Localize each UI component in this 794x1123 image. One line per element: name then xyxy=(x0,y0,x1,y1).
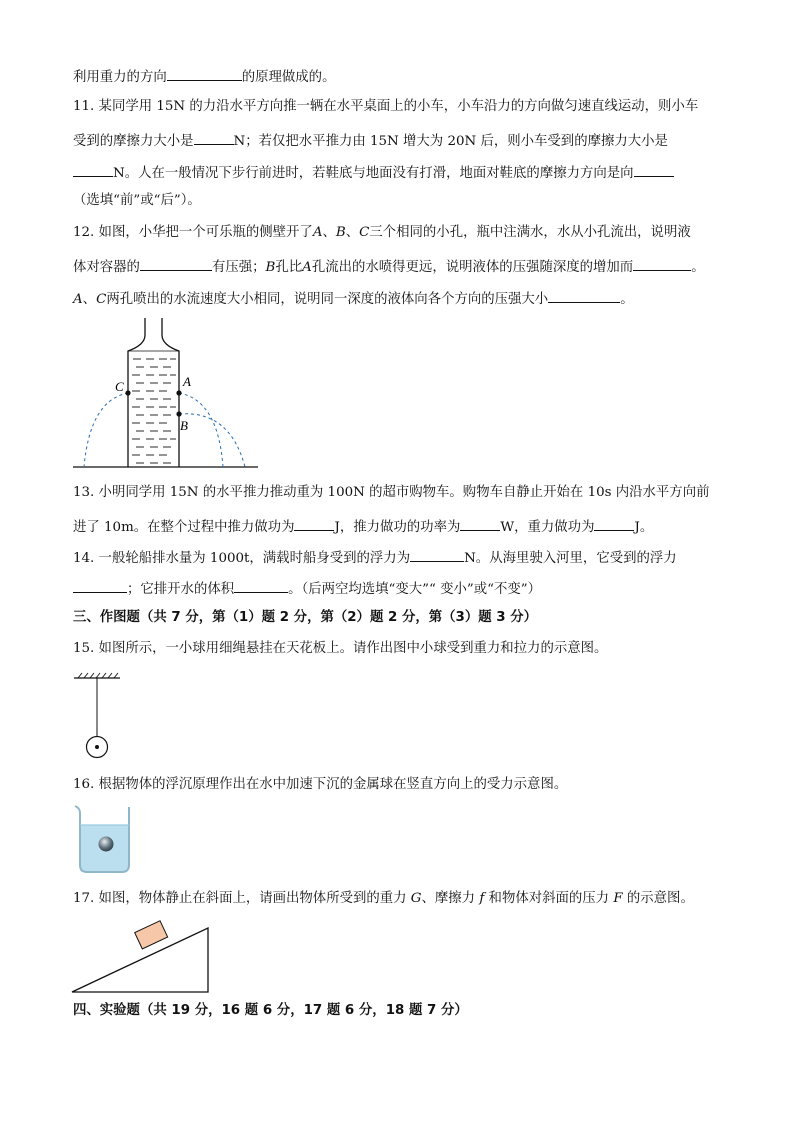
q14-line-1: 14. 一般轮船排水量为 1000t，满载时船身受到的浮力为 N。从海里驶入河里，它受到的浮力 xyxy=(73,547,677,568)
q12-line-2: 体对容器的 有压强；B孔比A孔流出的水喷得更远，说明液体的压强随深度的增加而 。 xyxy=(73,256,705,277)
q10-line: 利用重力的方向 的原理做成的。 xyxy=(73,66,335,87)
q11-line-1: 11. 某同学用 15N 的力沿水平方向推一辆在水平桌面上的小车，小车沿力的方向做匀速直线运动，则小车 xyxy=(73,99,699,114)
q15-line: 15. 如图所示，一小球用细绳悬挂在天花板上。请作出图中小球受到重力和拉力的示意图。 xyxy=(73,641,608,656)
q14-line-2: ；它排开水的体积 。（后两空均选填“变大”“ 变小”或“不变”） xyxy=(73,578,541,599)
q12-line-3: A、C两孔喷出的水流速度大小相同，说明同一深度的液体向各个方向的压强大小 。 xyxy=(73,288,634,309)
block-icon xyxy=(135,921,168,949)
q13-line-1: 13. 小明同学用 15N 的水平推力推动重为 100N 的超市购物车。购物车自静止开始在 10s 内沿水平方向前 xyxy=(73,485,710,500)
answer-blank[interactable] xyxy=(460,516,500,531)
answer-blank[interactable] xyxy=(294,516,334,531)
answer-blank[interactable] xyxy=(410,547,464,562)
q13-line-2: 进了 10m。在整个过程中推力做功为 J，推力做功的功率为 W，重力做功为 J。 xyxy=(73,516,653,537)
hole-b xyxy=(176,411,181,416)
answer-blank[interactable] xyxy=(194,130,234,145)
answer-blank[interactable] xyxy=(167,66,242,81)
answer-blank[interactable] xyxy=(234,578,288,593)
hole-c xyxy=(125,390,130,395)
answer-blank[interactable] xyxy=(634,162,674,177)
label-c: C xyxy=(115,379,124,394)
stream-c xyxy=(84,393,128,467)
bottle-figure xyxy=(70,315,265,475)
q16-line: 16. 根据物体的浮沉原理作出在水中加速下沉的金属球在竖直方向上的受力示意图。 xyxy=(73,777,568,792)
section-4-heading: 四、实验题（共 19 分，16 题 6 分，17 题 6 分，18 题 7 分） xyxy=(73,1003,468,1018)
answer-blank[interactable] xyxy=(548,288,620,303)
pendulum-figure xyxy=(72,672,127,762)
bottle-outline xyxy=(128,318,179,467)
q11-line-2: 受到的摩擦力大小是 N；若仅把水平推力由 15N 增大为 20N 后，则小车受到的摩擦力大小是 xyxy=(73,130,668,151)
ball-center-dot xyxy=(95,745,99,749)
answer-blank[interactable] xyxy=(633,256,691,271)
answer-blank[interactable] xyxy=(73,162,113,177)
answer-blank[interactable] xyxy=(73,578,127,593)
section-3-heading: 三、作图题（共 7 分，第（1）题 2 分，第（2）题 2 分，第（3）题 3 分） xyxy=(73,610,538,625)
stream-b xyxy=(179,414,245,467)
label-b: B xyxy=(180,418,188,433)
ceiling-hatching xyxy=(78,673,118,678)
incline-figure xyxy=(70,916,215,996)
q11-line-4: （选填“前”或“后”）。 xyxy=(73,193,201,208)
q11-line-3: N。人在一般情况下步行前进时，若鞋底与地面没有打滑，地面对鞋底的摩擦力方向是向 xyxy=(73,162,674,183)
hole-a xyxy=(176,390,181,395)
q12-line-1: 12. 如图，小华把一个可乐瓶的侧壁开了A、B、C三个相同的小孔，瓶中注满水，水从小孔流出，说明液 xyxy=(73,225,691,240)
metal-ball-icon xyxy=(99,837,114,852)
beaker-figure xyxy=(72,803,137,875)
label-a: A xyxy=(183,374,191,389)
answer-blank[interactable] xyxy=(594,516,634,531)
water-hatching xyxy=(132,359,176,463)
answer-blank[interactable] xyxy=(140,256,212,271)
q17-line: 17. 如图，物体静止在斜面上，请画出物体所受到的重力 G、摩擦力 f 和物体对斜面的压力 F 的示意图。 xyxy=(73,891,694,906)
